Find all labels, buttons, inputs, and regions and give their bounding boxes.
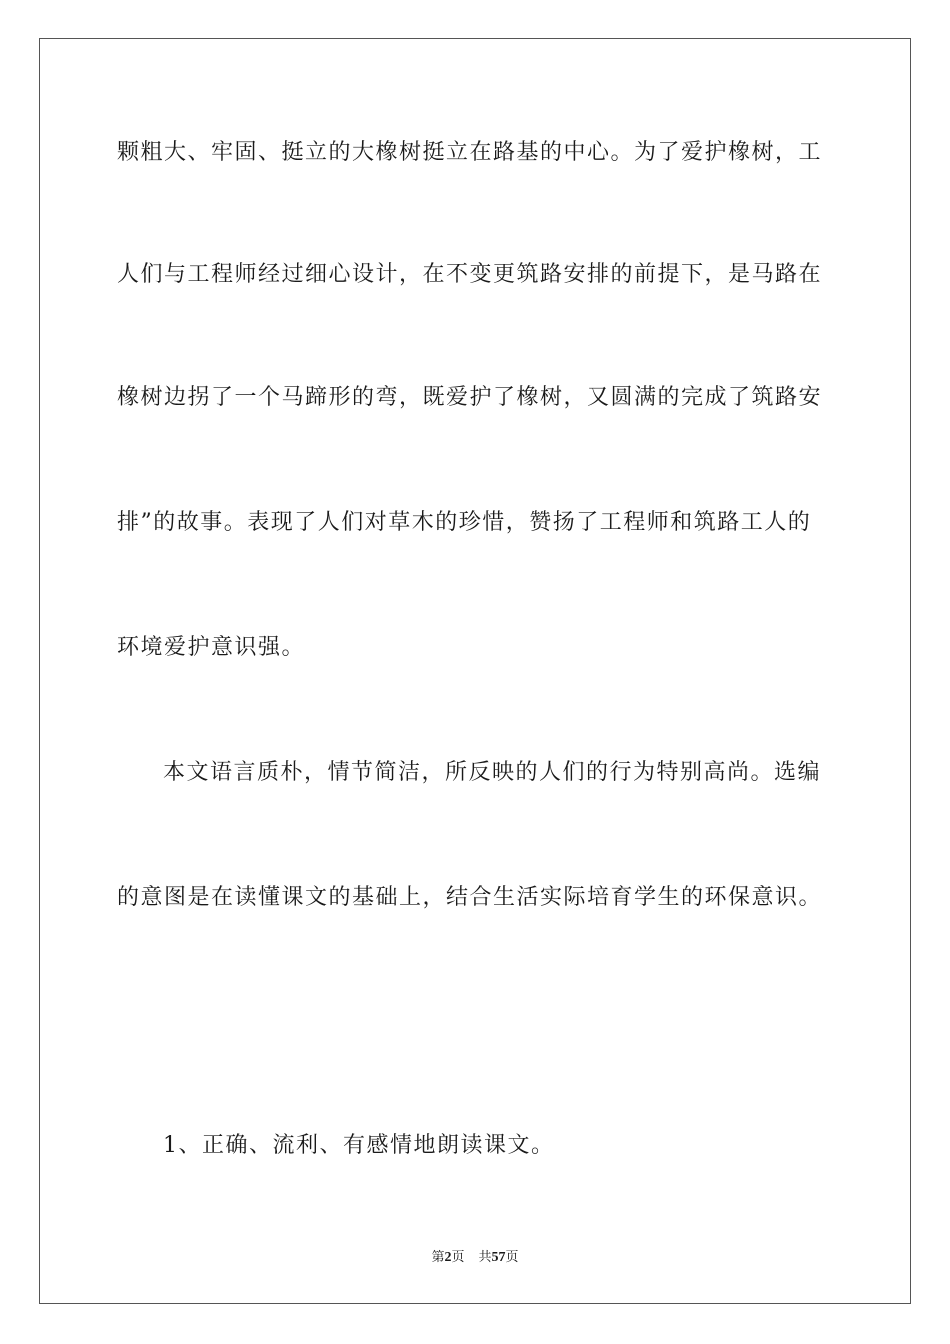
text-line-2: 人们与工程师经过细心设计，在不变更筑路安排的前提下，是马路在	[117, 262, 823, 287]
text-line-7: 的意图是在读懂课文的基础上，结合生活实际培育学生的环保意识。	[117, 885, 823, 910]
footer-total-pages: 57	[491, 1250, 506, 1265]
footer-total-suffix: 页	[505, 1250, 519, 1265]
footer-page-number: 2	[444, 1250, 452, 1265]
text-line-3: 橡树边拐了一个马蹄形的弯，既爱护了橡树，又圆满的完成了筑路安	[117, 385, 823, 410]
page-footer	[0, 1246, 950, 1266]
text-line-5: 环境爱护意识强。	[117, 635, 306, 660]
text-line-1: 颗粗大、牢固、挺立的大橡树挺立在路基的中心。为了爱护橡树，工	[117, 140, 823, 165]
footer-page-suffix: 页	[451, 1250, 465, 1265]
footer-total-prefix: 共	[478, 1250, 492, 1265]
footer-page-prefix: 第	[431, 1250, 445, 1265]
page-border	[39, 38, 911, 1304]
text-line-4: 排”的故事。表现了人们对草木的珍惜，赞扬了工程师和筑路工人的	[117, 510, 812, 535]
text-line-6-indented: 本文语言质朴，情节简洁，所反映的人们的行为特别高尚。选编	[163, 760, 822, 785]
text-line-8-list-item: 1、正确、流利、有感情地朗读课文。	[163, 1133, 555, 1158]
